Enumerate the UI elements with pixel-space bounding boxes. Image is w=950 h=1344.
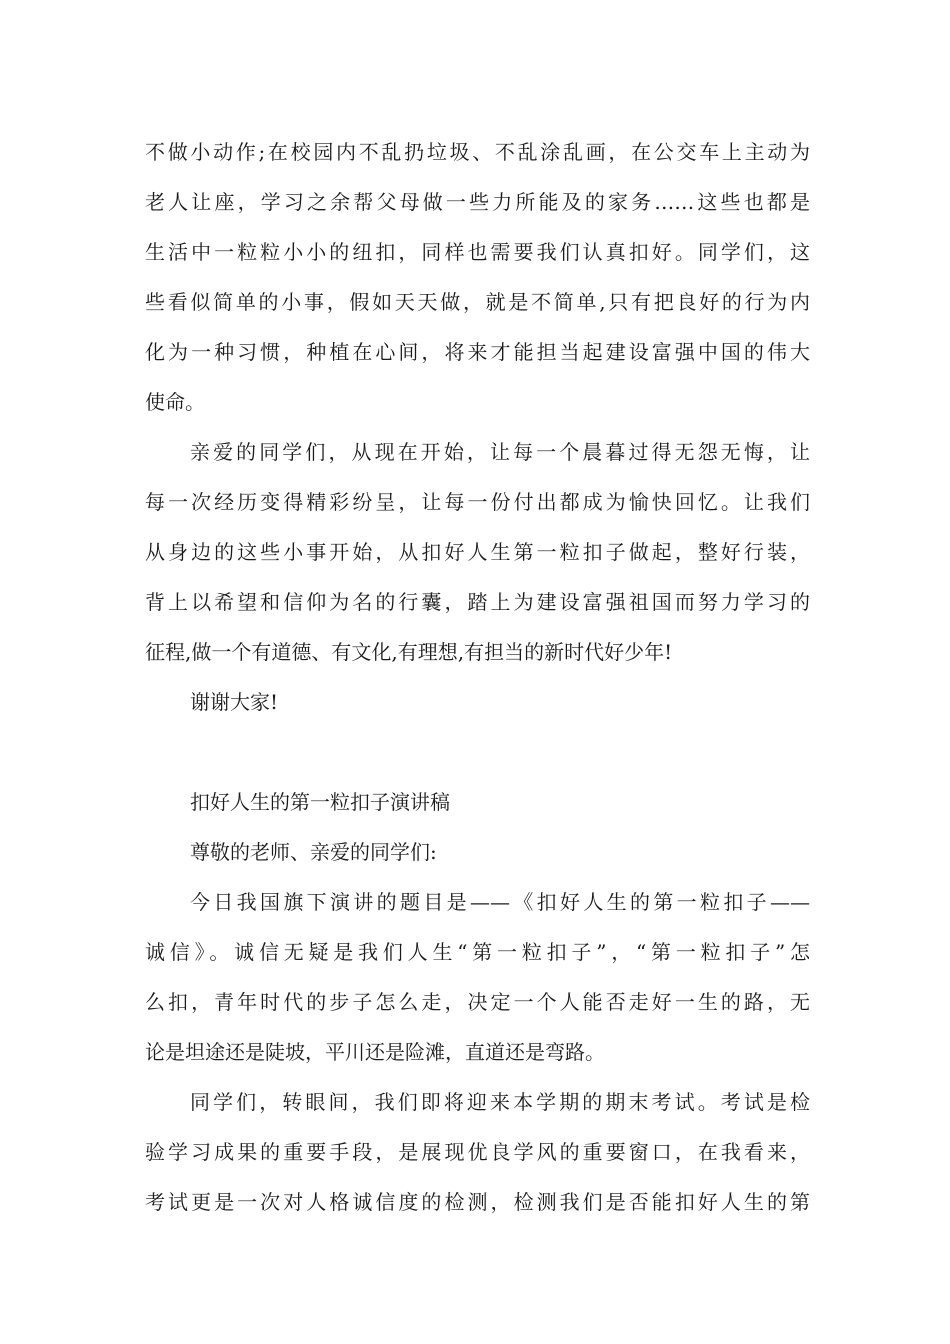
text-line: 今日我国旗下演讲的题目是——《扣好人生的第一粒扣子—— xyxy=(190,890,810,914)
text-line: 同学们，转眼间，我们即将迎来本学期的期末考试。考试是检 xyxy=(190,1090,810,1114)
text-line: 征程,做一个有道德、有文化,有理想,有担当的新时代好少年! xyxy=(145,640,673,664)
text-line: 考试更是一次对人格诚信度的检测，检测我们是否能扣好人生的第 xyxy=(145,1190,810,1214)
text-line: 些看似简单的小事，假如天天做，就是不简单,只有把良好的行为内 xyxy=(145,290,810,314)
text-line: 背上以希望和信仰为名的行囊，踏上为建设富强祖国而努力学习的 xyxy=(145,590,810,614)
text-line: 诚信》。诚信无疑是我们人生“第一粒扣子”，“第一粒扣子”怎 xyxy=(145,940,810,964)
text-line: 使命。 xyxy=(145,390,205,414)
closing-line: 谢谢大家! xyxy=(190,690,279,714)
text-line: 生活中一粒粒小小的纽扣，同样也需要我们认真扣好。同学们，这 xyxy=(145,240,810,264)
text-line: 老人让座，学习之余帮父母做一些力所能及的家务……这些也都是 xyxy=(145,190,810,214)
text-line: 么扣，青年时代的步子怎么走，决定一个人能否走好一生的路，无 xyxy=(145,990,810,1014)
text-line: 从身边的这些小事开始，从扣好人生第一粒扣子做起，整好行装， xyxy=(145,540,810,564)
text-line: 每一次经历变得精彩纷呈，让每一份付出都成为愉快回忆。让我们 xyxy=(145,490,810,514)
text-line: 不做小动作;在校园内不乱扔垃圾、不乱涂乱画，在公交车上主动为 xyxy=(145,140,810,164)
text-line: 验学习成果的重要手段，是展现优良学风的重要窗口，在我看来， xyxy=(145,1140,810,1164)
speech-title: 扣好人生的第一粒扣子演讲稿 xyxy=(190,790,450,814)
text-line: 论是坦途还是陡坡，平川还是险滩，直道还是弯路。 xyxy=(145,1040,605,1064)
salutation: 尊敬的老师、亲爱的同学们: xyxy=(190,840,437,864)
text-line: 化为一种习惯，种植在心间，将来才能担当起建设富强中国的伟大 xyxy=(145,340,810,364)
text-line: 亲爱的同学们，从现在开始，让每一个晨暮过得无怨无悔，让 xyxy=(190,440,810,464)
